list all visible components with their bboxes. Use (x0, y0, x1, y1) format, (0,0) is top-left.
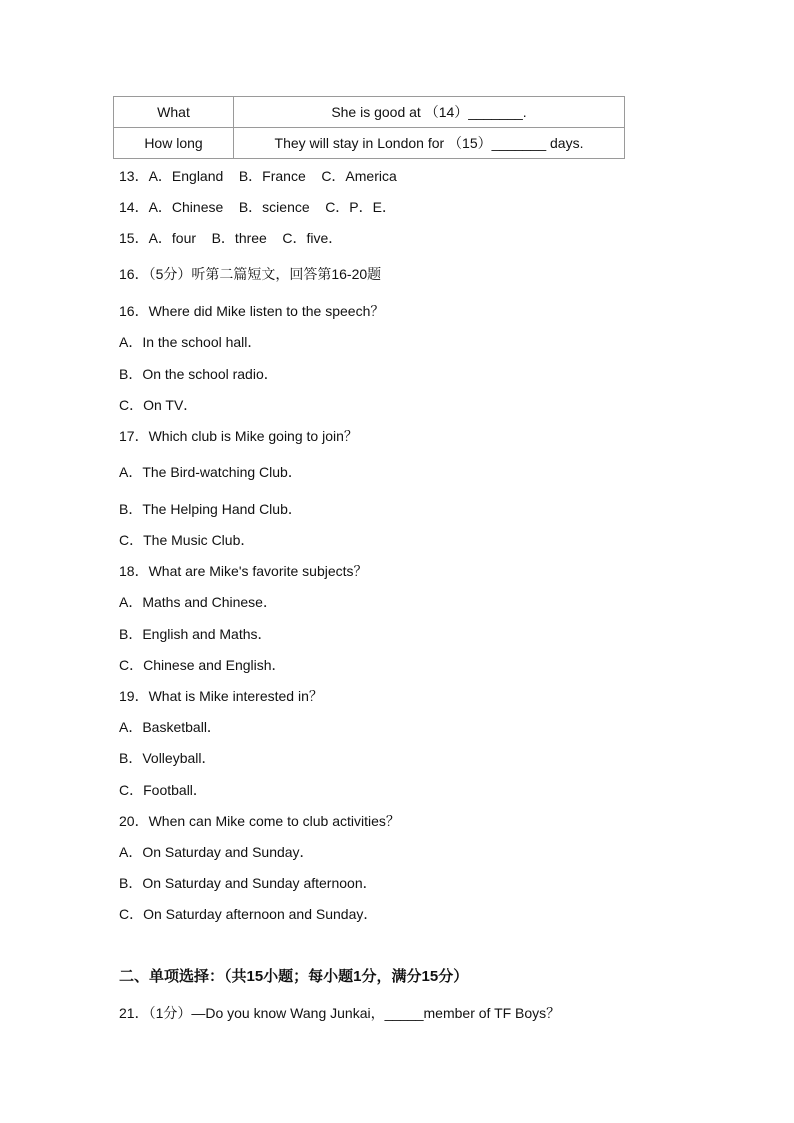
table-row (114, 128, 625, 159)
option-b: B．English and Maths． (119, 626, 272, 642)
table-cell-label: How long (114, 128, 234, 159)
listening-instruction: 16．（5分）听第二篇短文，回答第16-20题 (119, 266, 382, 282)
option-a: A．Maths and Chinese． (119, 594, 277, 610)
option-b: B．On the school radio． (119, 366, 278, 382)
option-c: C．Football． (119, 782, 207, 798)
question-20: 20．When can Mike come to club activities？ (119, 813, 400, 829)
question-14-options: 14．A．Chinese B．science C．P．E． (119, 199, 396, 215)
option-a: A．Basketball． (119, 719, 221, 735)
table-cell-label: What (114, 97, 234, 128)
option-a: A．The Bird-watching Club． (119, 464, 302, 480)
question-17: 17．Which club is Mike going to join？ (119, 428, 358, 444)
table-cell-text: She is good at （14）_______. (234, 97, 625, 128)
option-c: C．The Music Club． (119, 532, 255, 548)
option-a: A．In the school hall． (119, 334, 262, 350)
option-c: C．On TV． (119, 397, 198, 413)
question-21: 21．（1分）—Do you know Wang Junkai，_____member of TF Boys？ (119, 1005, 561, 1021)
option-c: C．Chinese and English． (119, 657, 286, 673)
option-b: B．The Helping Hand Club． (119, 501, 302, 517)
option-a: A．On Saturday and Sunday． (119, 844, 314, 860)
option-b: B．Volleyball． (119, 750, 216, 766)
question-19: 19．What is Mike interested in？ (119, 688, 323, 704)
question-18: 18．What are Mike's favorite subjects？ (119, 563, 368, 579)
question-16: 16．Where did Mike listen to the speech？ (119, 303, 385, 319)
question-13-options: 13．A．England B．France C．America (119, 168, 397, 184)
option-c: C．On Saturday afternoon and Sunday． (119, 906, 378, 922)
table-cell-text: They will stay in London for （15）_______ days. (234, 128, 625, 159)
section-title: 二、单项选择：（共15小题；每小题1分，满分15分） (119, 968, 469, 985)
option-b: B．On Saturday and Sunday afternoon． (119, 875, 377, 891)
table-row (114, 97, 625, 128)
answer-table (113, 96, 625, 159)
question-15-options: 15．A．four B．three C．five． (119, 230, 343, 246)
